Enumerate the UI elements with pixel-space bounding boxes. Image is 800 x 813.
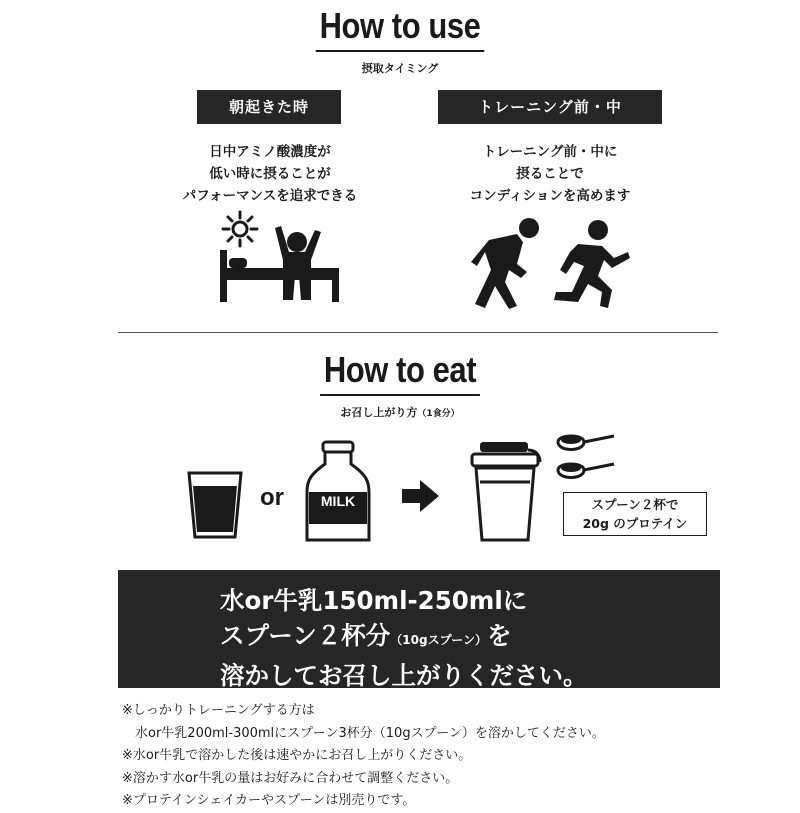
- training-description: トレーニング前・中に 摂ることで コンディションを高めます: [469, 144, 631, 204]
- shaker-icon: [468, 440, 544, 548]
- morning-description: 日中アミノ酸濃度が 低い時に摂ることが パフォーマンスを追求できる: [182, 144, 358, 204]
- morning-tag: 朝起きた時: [197, 90, 341, 124]
- note-item: ※しっかりトレーニングする方は: [122, 703, 315, 718]
- note-item: 水or牛乳200ml-300mlにスプーン3杯分（10gスプーン）を溶かしてください。: [122, 725, 605, 741]
- how-to-use-subtitle: 摂取タイミング: [361, 62, 439, 75]
- how-to-eat-subtitle: お召し上がり方（1食分）: [340, 406, 460, 419]
- running-icon: [548, 214, 632, 312]
- instruction-box: 水or牛乳150ml-250mlに スプーン２杯分（10gスプーン）を 溶かしてお召し上がりください。: [118, 570, 720, 688]
- note-item: ※溶かす水or牛乳の量はお好みに合わせて調整ください。: [122, 770, 459, 786]
- or-text: or: [260, 484, 284, 511]
- arrow-right-icon: [402, 480, 440, 512]
- how-to-use-title: How to use: [56, 4, 744, 52]
- notes: [122, 700, 605, 813]
- training-tag: トレーニング前・中: [438, 90, 662, 124]
- milk-label: MILK: [320, 493, 356, 509]
- scoop-icon: [554, 430, 618, 490]
- how-to-eat-title: How to eat: [56, 348, 744, 396]
- glass-icon: [186, 470, 244, 540]
- milk-bottle-icon: [303, 440, 373, 544]
- spoon-label: スプーン２杯で 20g のプロテイン: [563, 492, 707, 536]
- warmup-icon: [465, 212, 545, 310]
- note-item: ※水or牛乳で溶かした後は速やかにお召し上がりください。: [122, 748, 472, 763]
- section-divider: [118, 332, 718, 333]
- wake-up-icon: [215, 210, 345, 306]
- note-item: ※プロテインシェイカーやスプーンは別売りです。: [122, 793, 416, 808]
